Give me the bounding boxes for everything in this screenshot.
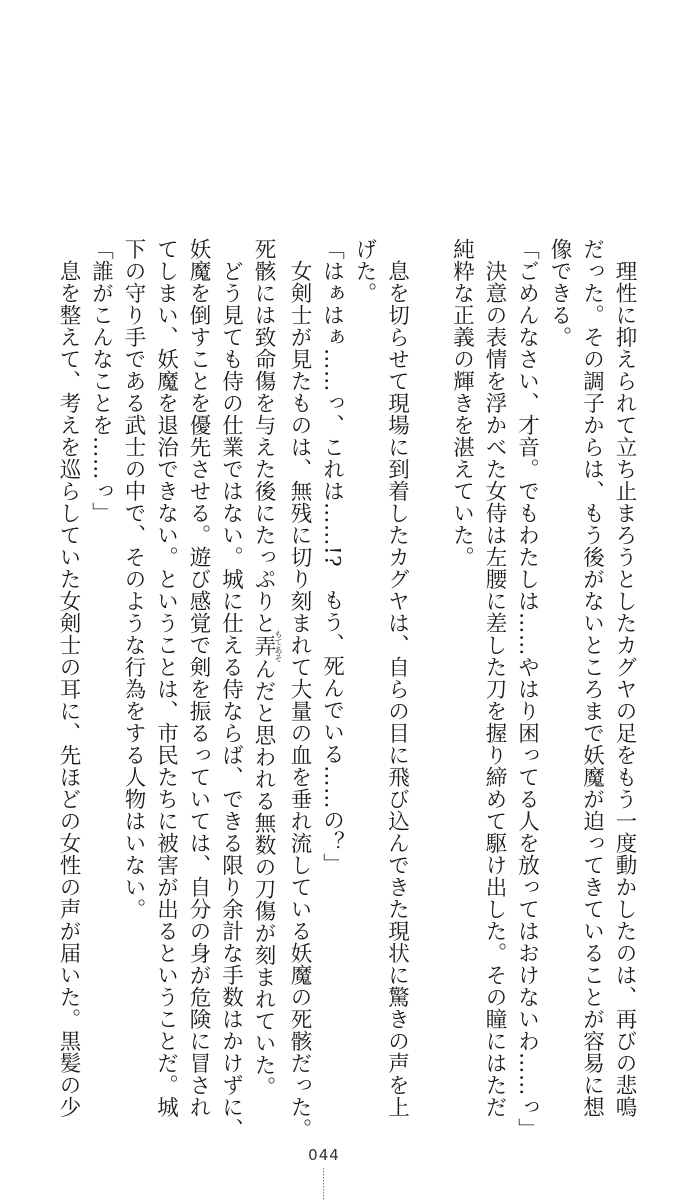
text-line-with-ruby [247, 238, 283, 1098]
text-line: だった。その調子からは、もう後がないところまで妖魔が迫ってきていることが容易に想 [579, 238, 605, 1118]
text-line: 「ごめんなさい、才音。でもわたしは……やはり困ってる人を放ってはおけないわ……っ」 [514, 238, 540, 1140]
text-line: 息を整えて、考えを巡らしていた女剣士の耳に、先ほどの女性の声が届いた。黒髪の少 [56, 238, 81, 1118]
ruby-base: 弄 [251, 630, 276, 662]
text-line-head: 死骸には致命傷を与えた後にたっぷりと [251, 238, 276, 634]
text-line: 下の守り手である武士の中で、そのような行為をする人物はいない。 [121, 238, 146, 920]
text-line: 決意の表情を浮かべた女侍は左腰に差した刀を握り締めて駆け出した。その瞳にはただ [482, 238, 507, 1118]
text-line: げた。 [352, 238, 377, 304]
text-line: どう見ても侍の仕業ではない。城に仕える侍ならば、できる限り余計な手数はかけずに、 [218, 238, 244, 1140]
text-line: 妖魔を倒すことを優先させる。遊び感覚で剣を振るっていては、自分の身が危険に冒され [186, 238, 211, 1118]
text-line: 像できる。 [547, 238, 572, 348]
vertical-text-body [52, 238, 641, 1140]
text-line: 理性に抑えられて立ち止まろうとしたカグヤの足をもう一度動かしたのは、再びの悲鳴 [612, 238, 637, 1118]
text-line: 息を切らせて現場に到着したカグヤは、自らの目に飛び込んできた現状に驚きの声を上 [384, 238, 410, 1118]
page-number-tick [323, 1168, 324, 1200]
ruby-annotation [251, 630, 283, 662]
text-line: 「はぁはぁ……っ、これは……!? もう、死んでいる……の？」 [319, 238, 345, 876]
text-line: 「誰がこんなことを……っ」 [88, 238, 114, 524]
text-line: てしまい、妖魔を退治できない。ということは、市民たちに被害が出るということだ。城 [153, 238, 179, 1118]
text-line-tail: んだと思われる無数の刀傷が刻まれていた。 [251, 658, 276, 1098]
paragraph-gap [413, 238, 446, 998]
page-number: 044 [308, 1146, 340, 1164]
ruby-reading: もてあそ [274, 630, 283, 662]
text-line: 女剣士が見たものは、無残に切り刻まれて大量の血を垂れ流している妖魔の死骸だった。 [287, 238, 312, 1140]
text-line: 純粋な正義の輝きを湛えていた。 [449, 238, 475, 568]
